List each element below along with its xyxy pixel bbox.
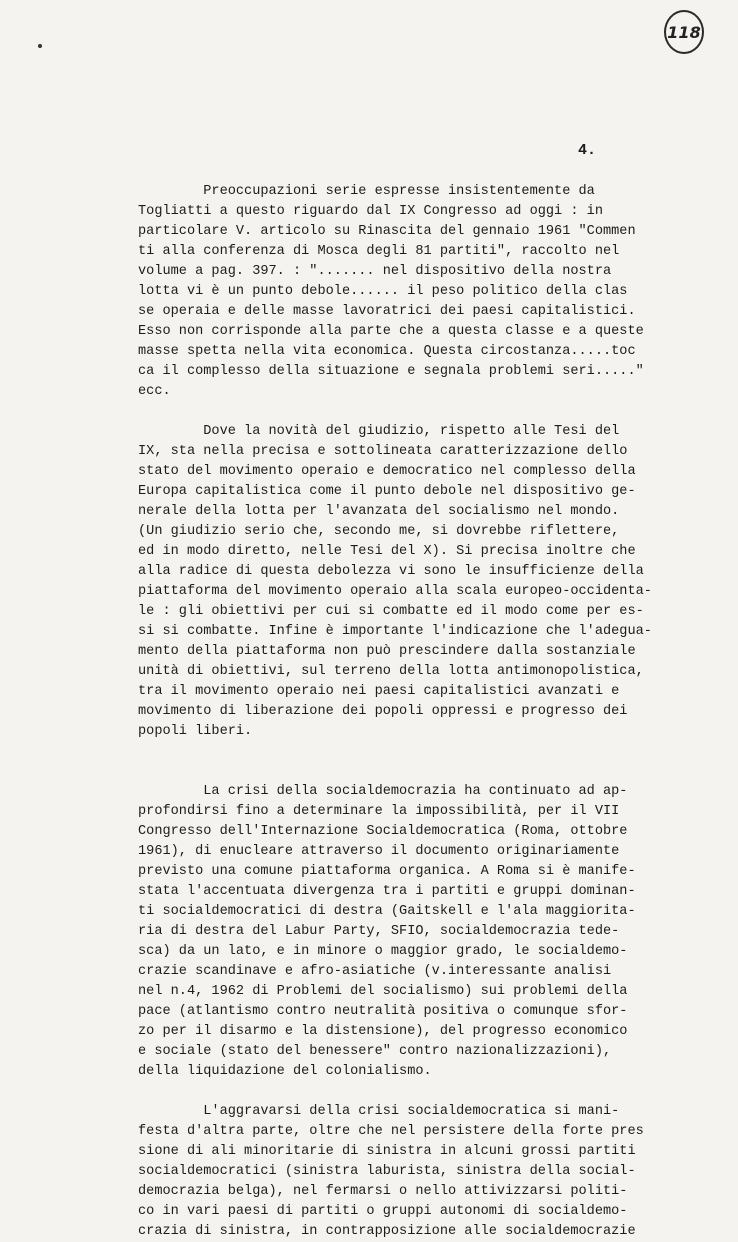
paragraph-4 [138, 1102, 698, 1242]
text-line: ed in modo diretto, nelle Tesi del X). Si precisa inoltre che [138, 544, 636, 559]
text-line: festa d'altra parte, oltre che nel persistere della forte pres [138, 1124, 644, 1139]
text-line: Europa capitalistica come il punto debole nel dispositivo ge- [138, 484, 636, 499]
text-line: ecc. [138, 384, 171, 399]
text-line: democrazia belga), nel fermarsi o nello attivizzarsi politi- [138, 1184, 628, 1199]
text-line: tra il movimento operaio nei paesi capitalistici avanzati e [138, 684, 620, 699]
text-line: Preoccupazioni serie espresse insistentemente da [138, 184, 595, 199]
text-line: La crisi della socialdemocrazia ha continuato ad ap- [138, 784, 628, 799]
text-line: Togliatti a questo riguardo dal IX Congresso ad oggi : in [138, 204, 603, 219]
paragraph-spacer [138, 1082, 698, 1102]
paragraph-3 [138, 782, 698, 1082]
text-line: ca il complesso della situazione e segnala problemi seri....." [138, 364, 644, 379]
text-line: sione di ali minoritarie di sinistra in alcuni grossi partiti [138, 1144, 636, 1159]
text-line: socialdemocratici (sinistra laburista, sinistra della social- [138, 1164, 636, 1179]
text-line: profondirsi fino a determinare la impossibilità, per il VII [138, 804, 620, 819]
text-line: co in vari paesi di partiti o gruppi autonomi di socialdemo- [138, 1204, 628, 1219]
text-line: masse spetta nella vita economica. Questa circostanza.....toc [138, 344, 636, 359]
text-line: zo per il disarmo e la distensione), del progresso economico [138, 1024, 628, 1039]
text-line: Esso non corrisponde alla parte che a questa classe e a queste [138, 324, 644, 339]
text-line: ti alla conferenza di Mosca degli 81 partiti", raccolto nel [138, 244, 620, 259]
text-line: stata l'accentuata divergenza tra i partiti e gruppi dominan- [138, 884, 636, 899]
text-line: nerale della lotta per l'avanzata del socialismo nel mondo. [138, 504, 620, 519]
text-line: della liquidazione del colonialismo. [138, 1064, 432, 1079]
document-body [138, 182, 698, 1242]
text-line: crazie scandinave e afro-asiatiche (v.interessante analisi [138, 964, 612, 979]
ink-mark [38, 44, 42, 48]
paragraph-2 [138, 422, 698, 742]
text-line: alla radice di questa debolezza vi sono le insufficienze della [138, 564, 644, 579]
text-line: si si combatte. Infine è importante l'indicazione che l'adegua- [138, 624, 652, 639]
text-line: IX, sta nella precisa e sottolineata caratterizzazione dello [138, 444, 628, 459]
text-line: L'aggravarsi della crisi socialdemocratica si mani- [138, 1104, 620, 1119]
text-line: pace (atlantismo contro neutralità positiva o comunque sfor- [138, 1004, 628, 1019]
paragraph-spacer [138, 742, 698, 782]
page-number: 4. [578, 142, 597, 159]
paragraph-spacer [138, 402, 698, 422]
text-line: volume a pag. 397. : "....... nel dispositivo della nostra [138, 264, 612, 279]
text-line: (Un giudizio serio che, secondo me, si dovrebbe riflettere, [138, 524, 620, 539]
text-line: le : gli obiettivi per cui si combatte ed il modo come per es- [138, 604, 644, 619]
text-line: ti socialdemocratici di destra (Gaitskell e l'ala maggiorita- [138, 904, 636, 919]
text-line: particolare V. articolo su Rinascita del gennaio 1961 "Commen [138, 224, 636, 239]
text-line: popoli liberi. [138, 724, 253, 739]
text-line: e sociale (stato del benessere" contro nazionalizzazioni), [138, 1044, 612, 1059]
text-line: unità di obiettivi, sul terreno della lotta antimonopolistica, [138, 664, 644, 679]
page-stamp: 118 [664, 10, 704, 54]
text-line: Dove la novità del giudizio, rispetto alle Tesi del [138, 424, 620, 439]
paragraph-1 [138, 182, 698, 402]
text-line: previsto una comune piattaforma organica. A Roma si è manife- [138, 864, 636, 879]
text-line: stato del movimento operaio e democratico nel complesso della [138, 464, 636, 479]
text-line: 1961), di enucleare attraverso il documento originariamente [138, 844, 620, 859]
text-line: crazia di sinistra, in contrapposizione alle socialdemocrazie [138, 1224, 636, 1239]
text-line: nel n.4, 1962 di Problemi del socialismo) sui problemi della [138, 984, 628, 999]
text-line: movimento di liberazione dei popoli oppressi e progresso dei [138, 704, 628, 719]
text-line: lotta vi è un punto debole...... il peso politico della clas [138, 284, 628, 299]
text-line: sca) da un lato, e in minore o maggior grado, le socialdemo- [138, 944, 628, 959]
text-line: Congresso dell'Internazione Socialdemocratica (Roma, ottobre [138, 824, 628, 839]
text-line: ria di destra del Labur Party, SFIO, socialdemocrazia tede- [138, 924, 620, 939]
text-line: se operaia e delle masse lavoratrici dei paesi capitalistici. [138, 304, 636, 319]
text-line: piattaforma del movimento operaio alla scala europeo-occidenta- [138, 584, 652, 599]
text-line: mento della piattaforma non può prescindere dalla sostanziale [138, 644, 636, 659]
